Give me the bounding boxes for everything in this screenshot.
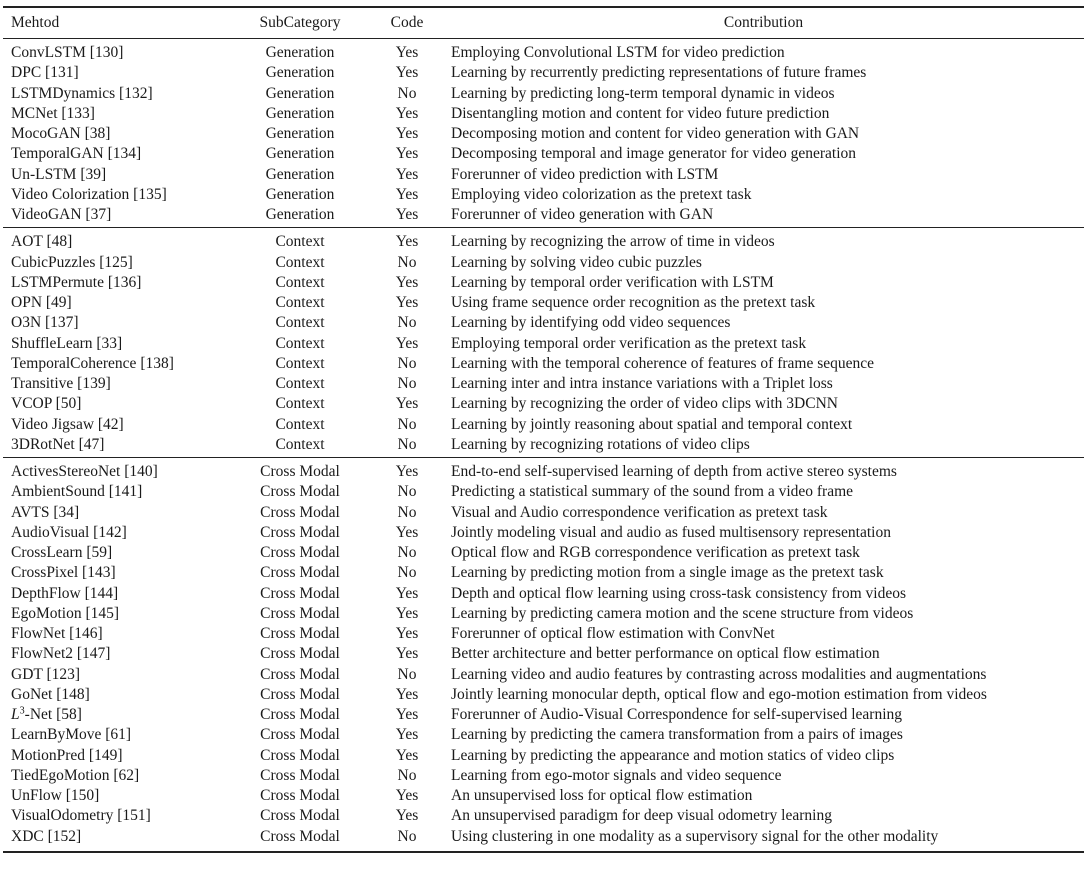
table-row <box>3 253 1084 273</box>
table-row <box>3 273 1084 293</box>
subcategory-cell: Cross Modal <box>260 463 340 480</box>
code-cell: Yes <box>395 625 419 642</box>
method-cell: 3DRotNet [47] <box>3 435 229 458</box>
method-cell: ConvLSTM [130] <box>11 44 124 61</box>
column-header-contribution: Contribution <box>443 7 1084 39</box>
contribution-cell: Forerunner of Audio-Visual Correspondence for self-supervised learning <box>451 706 903 723</box>
code-cell: Yes <box>395 145 419 163</box>
table-row <box>3 644 1084 664</box>
method-cell: Un-LSTM [39] <box>11 165 107 183</box>
table-row <box>3 725 1084 745</box>
contribution-cell: Forerunner of optical flow estimation with ConvNet <box>451 625 775 642</box>
subcategory-cell: Cross Modal <box>229 827 371 852</box>
code-cell: Yes <box>395 523 419 541</box>
subcategory-cell: Generation <box>265 185 335 203</box>
table-row <box>3 503 1084 523</box>
contribution-cell: Decomposing temporal and image generator for video generation <box>451 145 857 163</box>
method-rest: -Net [58] <box>24 706 82 723</box>
subcategory-cell: Cross Modal <box>260 706 340 723</box>
table-row <box>3 604 1084 624</box>
method-cell: MocoGAN [38] <box>11 125 111 142</box>
code-cell: Yes <box>395 807 419 825</box>
contribution-cell: End-to-end self-supervised learning of depth from active stereo systems <box>451 463 897 480</box>
method-cell: AudioVisual [142] <box>11 523 127 541</box>
subcategory-cell: Generation <box>265 44 335 61</box>
subcategory-cell: Cross Modal <box>260 604 340 622</box>
contribution-cell: Learning by jointly reasoning about spatial and temporal context <box>451 415 853 433</box>
subcategory-cell: Cross Modal <box>260 523 340 541</box>
code-cell: Yes <box>395 463 419 480</box>
contribution-cell: Learning inter and intra instance variations with a Triplet loss <box>451 375 833 392</box>
code-cell: No <box>397 354 417 372</box>
contribution-cell: Employing video colorization as the pretext task <box>451 185 752 203</box>
code-cell: Yes <box>395 584 419 602</box>
method-cell: AVTS [34] <box>11 503 80 521</box>
contribution-cell: Learning with the temporal coherence of features of frame sequence <box>451 354 875 372</box>
table-row <box>3 394 1084 414</box>
subcategory-cell: Cross Modal <box>260 483 340 501</box>
contribution-cell: Jointly modeling visual and audio as fused multisensory representation <box>451 523 891 541</box>
table-row <box>3 104 1084 124</box>
contribution-cell: Learning by recurrently predicting representations of future frames <box>451 64 867 82</box>
method-base: L <box>11 706 20 723</box>
table-row <box>3 374 1084 394</box>
code-cell: No <box>397 415 417 433</box>
subcategory-cell: Generation <box>265 84 335 102</box>
table-row <box>3 124 1084 144</box>
subcategory-cell: Cross Modal <box>260 584 340 602</box>
contribution-cell: Visual and Audio correspondence verification as pretext task <box>451 503 828 521</box>
table-row <box>3 205 1084 228</box>
table-row <box>3 584 1084 604</box>
code-cell: Yes <box>395 165 419 183</box>
code-cell: Yes <box>395 645 419 663</box>
subcategory-cell: Cross Modal <box>260 787 340 804</box>
subcategory-cell: Context <box>229 435 371 458</box>
table-row <box>3 482 1084 502</box>
method-cell: CrossLearn [59] <box>11 544 113 561</box>
table-row <box>3 39 1084 64</box>
method-cell: FlowNet [146] <box>11 625 103 642</box>
subcategory-cell: Cross Modal <box>260 726 340 744</box>
code-cell: No <box>397 375 417 392</box>
method-cell: LSTMDynamics [132] <box>11 84 153 102</box>
subcategory-cell: Context <box>275 273 325 291</box>
subcategory-cell: Context <box>275 395 325 413</box>
method-cell: GDT [123] <box>11 665 81 683</box>
method-cell: OPN [49] <box>11 294 72 311</box>
table-row <box>3 746 1084 766</box>
methods-table <box>3 6 1084 853</box>
contribution-cell: Disentangling motion and content for video future prediction <box>451 104 830 122</box>
code-cell: Yes <box>395 64 419 82</box>
method-cell: VideoGAN [37] <box>3 205 229 228</box>
table-row <box>3 705 1084 725</box>
method-cell: TemporalCoherence [138] <box>11 354 174 372</box>
table-row <box>3 144 1084 164</box>
table-row <box>3 543 1084 563</box>
code-cell: No <box>397 503 417 521</box>
code-cell: Yes <box>395 125 419 142</box>
subcategory-cell: Cross Modal <box>260 766 340 784</box>
table-row <box>3 165 1084 185</box>
contribution-cell: Jointly learning monocular depth, optical flow and ego-motion estimation from videos <box>451 685 987 703</box>
contribution-cell: Learning by recognizing the arrow of time in videos <box>451 233 775 251</box>
method-cell: O3N [137] <box>11 314 79 332</box>
method-cell: CubicPuzzles [125] <box>11 253 133 271</box>
contribution-cell: Learning by solving video cubic puzzles <box>451 253 702 271</box>
subcategory-cell: Cross Modal <box>260 544 340 561</box>
contribution-cell: Employing Convolutional LSTM for video prediction <box>451 44 785 61</box>
table-row <box>3 806 1084 826</box>
table-header <box>3 7 1084 39</box>
subcategory-cell: Generation <box>265 104 335 122</box>
method-cell: TiedEgoMotion [62] <box>11 766 140 784</box>
code-cell: Yes <box>395 294 419 311</box>
table-row <box>3 354 1084 374</box>
method-cell: CrossPixel [143] <box>11 564 116 582</box>
method-cell: XDC [152] <box>3 827 229 852</box>
code-cell: No <box>397 483 417 501</box>
code-cell: Yes <box>395 706 419 723</box>
method-cell: DPC [131] <box>11 64 79 82</box>
subcategory-cell: Context <box>275 334 325 352</box>
method-cell: LSTMPermute [136] <box>11 273 142 291</box>
contribution-cell: Using clustering in one modality as a supervisory signal for the other modality <box>443 827 1084 852</box>
method-superscript: 3 <box>19 705 25 717</box>
code-cell: Yes <box>395 334 419 352</box>
code-cell: Yes <box>395 726 419 744</box>
method-cell: Video Jigsaw [42] <box>11 415 124 433</box>
method-cell: EgoMotion [145] <box>11 604 120 622</box>
method-cell: VisualOdometry [151] <box>11 807 151 825</box>
code-cell: Yes <box>395 233 419 251</box>
code-cell: No <box>397 564 417 582</box>
table-row <box>3 313 1084 333</box>
table-row <box>3 435 1084 458</box>
code-cell: Yes <box>395 787 419 804</box>
method-cell: ShuffleLearn [33] <box>11 334 123 352</box>
code-cell: Yes <box>395 185 419 203</box>
subcategory-cell: Cross Modal <box>260 746 340 764</box>
code-cell: Yes <box>395 104 419 122</box>
table-row <box>3 185 1084 205</box>
contribution-cell: Learning by predicting camera motion and the scene structure from videos <box>451 604 914 622</box>
method-cell: TemporalGAN [134] <box>11 145 142 163</box>
method-cell: VCOP [50] <box>11 395 82 413</box>
subcategory-cell: Context <box>275 253 325 271</box>
contribution-cell: Learning by predicting the appearance and motion statics of video clips <box>451 746 895 764</box>
contribution-cell: An unsupervised paradigm for deep visual odometry learning <box>451 807 832 825</box>
table-row <box>3 63 1084 83</box>
code-cell: No <box>397 84 417 102</box>
subcategory-cell: Context <box>275 314 325 332</box>
code-cell: Yes <box>395 395 419 413</box>
subcategory-cell: Context <box>275 415 325 433</box>
method-cell: UnFlow [150] <box>11 787 100 804</box>
method-cell: Video Colorization [135] <box>11 185 167 203</box>
code-cell: No <box>397 253 417 271</box>
column-header-code: Code <box>371 7 443 39</box>
subcategory-cell: Cross Modal <box>260 685 340 703</box>
contribution-cell: Learning by temporal order verification with LSTM <box>451 273 774 291</box>
contribution-cell: Forerunner of video prediction with LSTM <box>451 165 719 183</box>
contribution-cell: Learning video and audio features by contrasting across modalities and augmentations <box>451 665 987 683</box>
subcategory-cell: Cross Modal <box>260 503 340 521</box>
cross-modal-group <box>3 458 1084 852</box>
code-cell: No <box>371 827 443 852</box>
table-row <box>3 334 1084 354</box>
table-row <box>3 84 1084 104</box>
generation-group <box>3 39 1084 228</box>
subcategory-cell: Cross Modal <box>260 564 340 582</box>
contribution-cell: An unsupervised loss for optical flow estimation <box>451 787 753 804</box>
code-cell: Yes <box>395 604 419 622</box>
method-cell <box>3 705 229 725</box>
code-cell: Yes <box>395 746 419 764</box>
column-header-method: Mehtod <box>3 7 229 39</box>
table-row <box>3 624 1084 644</box>
table-row <box>3 228 1084 253</box>
subcategory-cell: Cross Modal <box>260 665 340 683</box>
code-cell: Yes <box>395 44 419 61</box>
contribution-cell: Learning by identifying odd video sequences <box>451 314 731 332</box>
code-cell: Yes <box>371 205 443 228</box>
code-cell: No <box>397 314 417 332</box>
method-cell: GoNet [148] <box>11 685 90 703</box>
method-cell: LearnByMove [61] <box>11 726 132 744</box>
subcategory-cell: Context <box>275 354 325 372</box>
table-row <box>3 827 1084 852</box>
subcategory-cell: Generation <box>265 145 335 163</box>
code-cell: No <box>397 766 417 784</box>
contribution-cell: Optical flow and RGB correspondence verification as pretext task <box>451 544 860 561</box>
table-row <box>3 665 1084 685</box>
contribution-cell: Depth and optical flow learning using cross-task consistency from videos <box>451 584 906 602</box>
method-cell: FlowNet2 [147] <box>11 645 111 663</box>
table-row <box>3 458 1084 483</box>
subcategory-cell: Context <box>275 375 325 392</box>
subcategory-cell: Cross Modal <box>260 807 340 825</box>
contribution-cell: Learning by predicting the camera transformation from a pairs of images <box>451 726 903 744</box>
method-cell: MotionPred [149] <box>11 746 123 764</box>
contribution-cell: Using frame sequence order recognition as the pretext task <box>451 294 816 311</box>
code-cell: No <box>371 435 443 458</box>
contribution-cell: Learning from ego-motor signals and video sequence <box>451 766 782 784</box>
method-cell: MCNet [133] <box>11 104 95 122</box>
method-cell: ActivesStereoNet [140] <box>11 463 158 480</box>
code-cell: No <box>397 665 417 683</box>
table-row <box>3 293 1084 313</box>
subcategory-cell: Generation <box>265 125 335 142</box>
subcategory-cell: Cross Modal <box>260 645 340 663</box>
subcategory-cell: Generation <box>229 205 371 228</box>
contribution-cell: Learning by predicting long-term temporal dynamic in videos <box>451 84 835 102</box>
subcategory-cell: Context <box>275 294 325 311</box>
method-cell: AmbientSound [141] <box>11 483 143 501</box>
code-cell: No <box>397 544 417 561</box>
contribution-cell: Learning by recognizing rotations of video clips <box>443 435 1084 458</box>
contribution-cell: Learning by predicting motion from a single image as the pretext task <box>451 564 884 582</box>
contribution-cell: Forerunner of video generation with GAN <box>443 205 1084 228</box>
contribution-cell: Employing temporal order verification as the pretext task <box>451 334 807 352</box>
subcategory-cell: Cross Modal <box>260 625 340 642</box>
subcategory-cell: Generation <box>265 64 335 82</box>
code-cell: Yes <box>395 273 419 291</box>
contribution-cell: Better architecture and better performance on optical flow estimation <box>451 645 880 663</box>
table-row <box>3 766 1084 786</box>
contribution-cell: Decomposing motion and content for video generation with GAN <box>451 125 860 142</box>
table-row <box>3 563 1084 583</box>
header-row <box>3 7 1084 39</box>
method-cell: AOT [48] <box>11 233 73 251</box>
table-row <box>3 786 1084 806</box>
subcategory-cell: Generation <box>265 165 335 183</box>
table-row <box>3 685 1084 705</box>
table-row <box>3 523 1084 543</box>
column-header-subcategory: SubCategory <box>229 7 371 39</box>
contribution-cell: Learning by recognizing the order of video clips with 3DCNN <box>451 395 838 413</box>
subcategory-cell: Context <box>275 233 325 251</box>
method-cell: Transitive [139] <box>11 375 111 392</box>
code-cell: Yes <box>395 685 419 703</box>
method-cell: DepthFlow [144] <box>11 584 119 602</box>
contribution-cell: Predicting a statistical summary of the sound from a video frame <box>451 483 854 501</box>
table-row <box>3 415 1084 435</box>
context-group <box>3 228 1084 458</box>
